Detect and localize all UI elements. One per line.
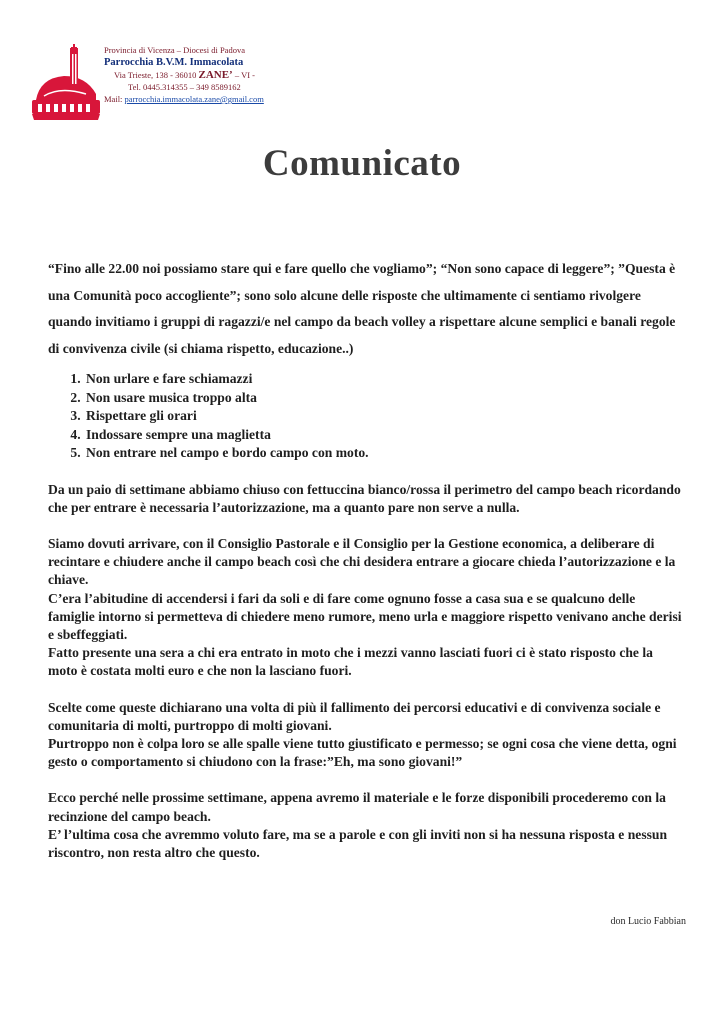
paragraph-motorbike: Fatto presente una sera a chi era entrato in moto che i mezzi vanno lasciati fuori ci è stato risposto che la moto è costata molti euro e che non la lasciano fuori. <box>48 645 653 679</box>
rule-item: 3. Rispettare gli orari <box>84 407 684 426</box>
paragraph-council: Siamo dovuti arrivare, con il Consiglio Pastorale e il Consiglio per la Gestione economica, a deliberare di recintare e chiudere anche il campo beach così che chi desidera entrare a giocare chieda l’autorizzazione e la chiave. <box>48 535 676 588</box>
address-street: Via Trieste, 138 - 36010 <box>114 70 197 80</box>
intro-paragraph: “Fino alle 22.00 noi possiamo stare qui e fare quello che vogliamo”; “Non sono capace di leggere”; ”Questa è una Comunità poco accogliente”; sono solo alcune delle risposte che ultimamente ci sentiamo rivolgere quando invitiamo i gruppi di ragazzi/e nel campo da beach volley a rispettare alcune semplici e banali regole di convivenza civile (si chiama rispetto, educazione..) <box>48 261 676 356</box>
paragraph-failure: Scelte come queste dichiarano una volta di più il fallimento dei percorsi educativi e di convivenza sociale e comunitaria di molti, purtroppo di molti giovani. <box>48 699 661 733</box>
rule-item: 2. Non usare musica troppo alta <box>84 389 684 408</box>
paragraph-last-resort: E’ l’ultima cosa che avremmo voluto fare, ma se a parole e con gli inviti non si ha nessuna risposta e nessun riscontro, non resta altro che questo. <box>48 826 668 860</box>
letterhead-telephone: Tel. 0445.314355 – 349 8589162 <box>128 82 241 92</box>
rules-list <box>48 370 684 463</box>
paragraph-lights: C’era l’abitudine di accendersi i fari da soli e di fare come ognuno fosse a casa sua e se qualcuno delle famiglie intorno si permetteva di chiedere meno rumore, meno urla e maggiore rispetto venivano anche derisi e sbeffeggiati. <box>48 590 682 642</box>
paragraph-justified: Purtroppo non è colpa loro se alle spalle viene tutto giustificato e permesso; se ogni cosa che viene detta, ogni gesto o comportamento si chiudono con la frase:”Eh, ma sono giovani!” <box>48 735 677 770</box>
letterhead-address <box>104 69 264 81</box>
document-body <box>48 256 684 862</box>
mail-link[interactable]: parrocchia.immacolata.zane@gmail.com <box>124 94 264 104</box>
letterhead-province: Provincia di Vicenza – Diocesi di Padova <box>104 45 245 55</box>
rule-item: 1. Non urlare e fare schiamazzi <box>84 370 684 389</box>
address-town: ZANE’ <box>198 69 233 81</box>
letterhead-parish-name: Parrocchia B.V.M. Immacolata <box>104 57 244 68</box>
paragraph-tape: Da un paio di settimane abbiamo chiuso con fettuccina bianco/rossa il perimetro del campo beach ricordando che per entrare è necessaria l’autorizzazione, ma a quanto pare non serve a nulla. <box>48 481 681 515</box>
page-title: Comunicato <box>262 143 462 184</box>
rule-item: 4. Indossare sempre una maglietta <box>84 426 684 445</box>
paragraph-fence: Ecco perché nelle prossime settimane, appena avremo il materiale e le forze disponibili procederemo con la recinzione del campo beach. <box>48 790 666 824</box>
letterhead-mail <box>104 93 264 105</box>
address-province: – VI - <box>234 70 256 80</box>
church-logo-icon <box>30 42 102 122</box>
rule-item: 5. Non entrare nel campo e bordo campo con moto. <box>84 444 684 463</box>
mail-label: Mail: <box>104 94 123 104</box>
signature: don Lucio Fabbian <box>610 916 686 927</box>
letterhead <box>104 44 264 105</box>
